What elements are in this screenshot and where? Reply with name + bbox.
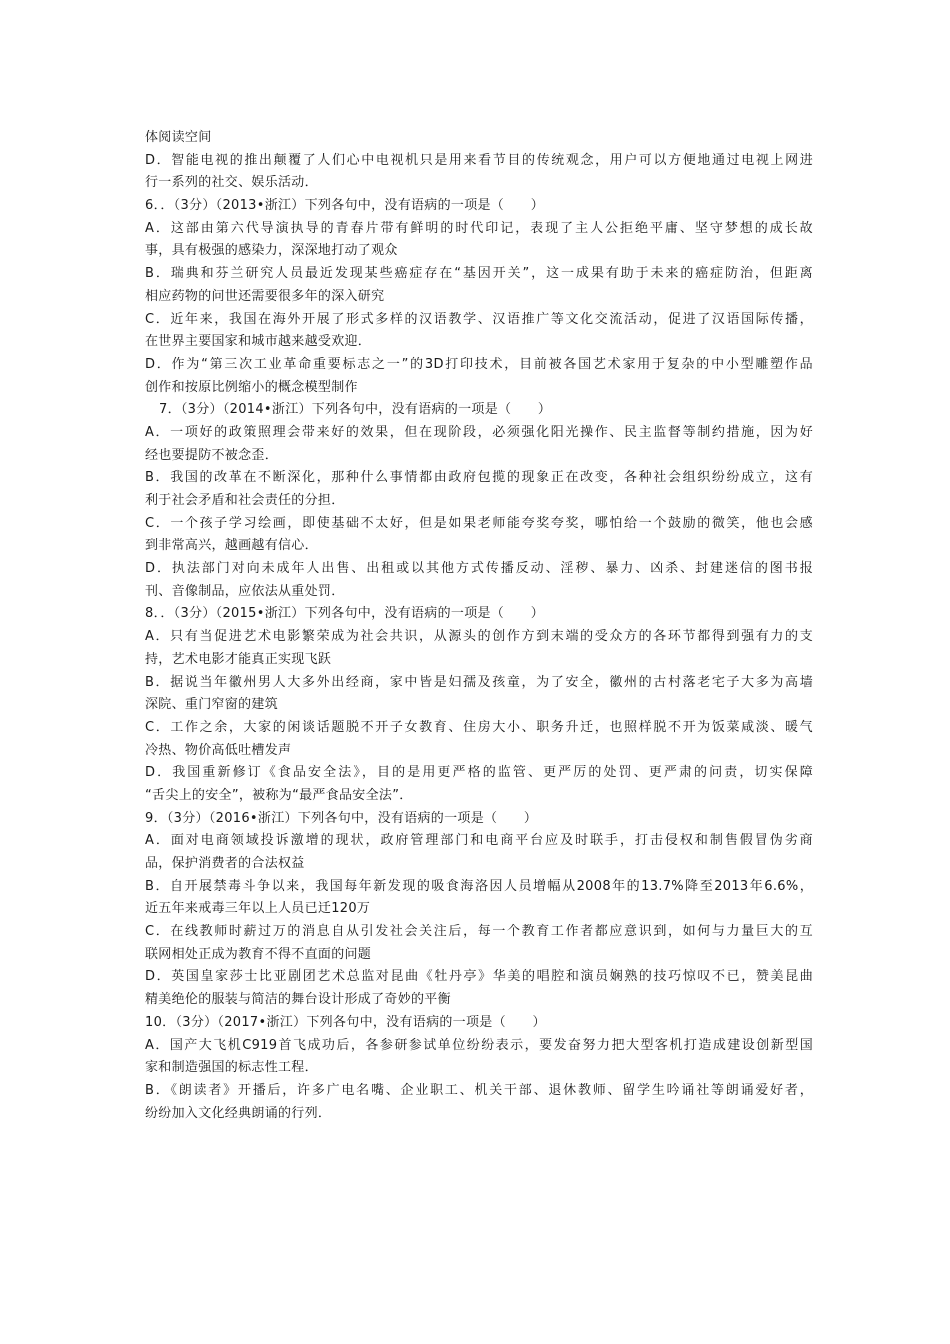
text-line: D．英国皇家莎士比亚剧团艺术总监对昆曲《牡丹亭》华美的唱腔和演员娴熟的技巧惊叹不已，赞美昆曲 — [145, 969, 813, 985]
text-line: A．面对电商领域投诉激增的现状，政府管理部门和电商平台应及时联手，打击侵权和制售假冒伪劣商 — [145, 833, 813, 849]
text-line: 经也要提防不被念歪． — [145, 447, 279, 463]
text-line: “舌尖上的安全”，被称为“最严食品安全法”． — [145, 787, 413, 803]
text-line: 冷热、物价高低吐槽发声 — [145, 742, 292, 758]
text-line: 近五年来戒毒三年以上人员已迁120万 — [145, 901, 371, 917]
text-line: A．国产大飞机C919首飞成功后，各参研参试单位纷纷表示，要发奋努力把大型客机打造成建设创新型国 — [145, 1037, 813, 1053]
document-body — [145, 127, 813, 1125]
text-line: 9．（3分）（2016•浙江）下列各句中，没有语病的一项是（ ） — [145, 810, 538, 826]
text-line: 联网相处正成为教育不得不直面的问题 — [145, 946, 372, 962]
text-line: 创作和按原比例缩小的概念模型制作 — [145, 379, 358, 395]
text-line: D．执法部门对向未成年人出售、出租或以其他方式传播反动、淫秽、暴力、凶杀、封建迷信的图书报 — [145, 561, 813, 577]
text-line: 到非常高兴，越画越有信心． — [145, 538, 318, 554]
text-line: 在世界主要国家和城市越来越受欢迎． — [145, 334, 372, 350]
text-line: 家和制造强国的标志性工程． — [145, 1060, 318, 1076]
text-line: 体阅读空间 — [145, 130, 212, 145]
text-line: 行一系列的社交、娱乐活动． — [145, 175, 318, 191]
text-line: B．我国的改革在不断深化，那种什么事情都由政府包揽的现象正在改变，各种社会组织纷纷成立，这有 — [145, 470, 813, 486]
text-line: C．工作之余，大家的闲谈话题脱不开子女教育、住房大小、职务升迁，也照样脱不开为饭菜咸淡、暖气 — [145, 719, 813, 735]
text-line: A．这部由第六代导演执导的青春片带有鲜明的时代印记，表现了主人公拒绝平庸、坚守梦想的成长故 — [145, 220, 813, 236]
text-line: 纷纷加入文化经典朗诵的行列． — [145, 1105, 332, 1121]
text-line: 7．（3分）（2014•浙江）下列各句中，没有语病的一项是（ ） — [159, 402, 552, 418]
text-line: D．作为“第三次工业革命重要标志之一”的3D打印技术，目前被各国艺术家用于复杂的中小型雕塑作品 — [145, 356, 813, 372]
text-line: A．只有当促进艺术电影繁荣成为社会共识，从源头的创作方到末端的受众方的各环节都得到强有力的支 — [145, 629, 813, 645]
text-line: B．《朗读者》开播后，许多广电名嘴、企业职工、机关干部、退休教师、留学生吟诵社等朗诵爱好者， — [145, 1082, 813, 1098]
text-line: B．自开展禁毒斗争以来，我国每年新发现的吸食海洛因人员增幅从2008年的13.7%降至2013年6.6%， — [145, 878, 813, 894]
text-line: 8．．（3分）（2015•浙江）下列各句中，没有语病的一项是（ ） — [145, 606, 544, 622]
text-line: 持，艺术电影才能真正实现飞跃 — [145, 651, 332, 667]
text-line: C．近年来，我国在海外开展了形式多样的汉语教学、汉语推广等文化交流活动，促进了汉语国际传播， — [145, 311, 813, 327]
text-line: 6．．（3分）（2013•浙江）下列各句中，没有语病的一项是（ ） — [145, 198, 544, 214]
text-line: 利于社会矛盾和社会责任的分担． — [145, 493, 345, 508]
text-line: 相应药物的问世还需要很多年的深入研究 — [145, 288, 385, 304]
text-line: 精美绝伦的服装与简洁的舞台设计形成了奇妙的平衡 — [145, 992, 451, 1008]
text-line: B．瑞典和芬兰研究人员最近发现某些癌症存在“基因开关”，这一成果有助于未来的癌症防治，但距离 — [145, 266, 813, 282]
text-line: C．一个孩子学习绘画，即使基础不太好，但是如果老师能夸奖夸奖，哪怕给一个鼓励的微笑，他也会感 — [145, 515, 813, 531]
text-line: A．一项好的政策照理会带来好的效果，但在现阶段，必须强化阳光操作、民主监督等制约措施，因为好 — [145, 424, 813, 440]
text-line: D．智能电视的推出颠覆了人们心中电视机只是用来看节目的传统观念，用户可以方便地通过电视上网进 — [145, 152, 813, 168]
text-line: C．在线教师时薪过万的消息自从引发社会关注后，每一个教育工作者都应意识到，如何与力量巨大的互 — [145, 924, 813, 940]
text-line: B．据说当年徽州男人大多外出经商，家中皆是妇孺及孩童，为了安全，徽州的古村落老宅子大多为高墙 — [145, 674, 813, 690]
text-line: 刊、音像制品，应依法从重处罚． — [145, 583, 345, 599]
text-line: 10．（3分）（2017•浙江）下列各句中，没有语病的一项是（ ） — [145, 1014, 546, 1030]
text-line: 深院、重门窄窗的建筑 — [145, 697, 279, 713]
text-line: D．我国重新修订《食品安全法》，目的是用更严格的监管、更严厉的处罚、更严肃的问责，切实保障 — [145, 765, 813, 781]
text-line: 事，具有极强的感染力，深深地打动了观众 — [145, 243, 398, 259]
text-line: 品，保护消费者的合法权益 — [145, 856, 305, 871]
